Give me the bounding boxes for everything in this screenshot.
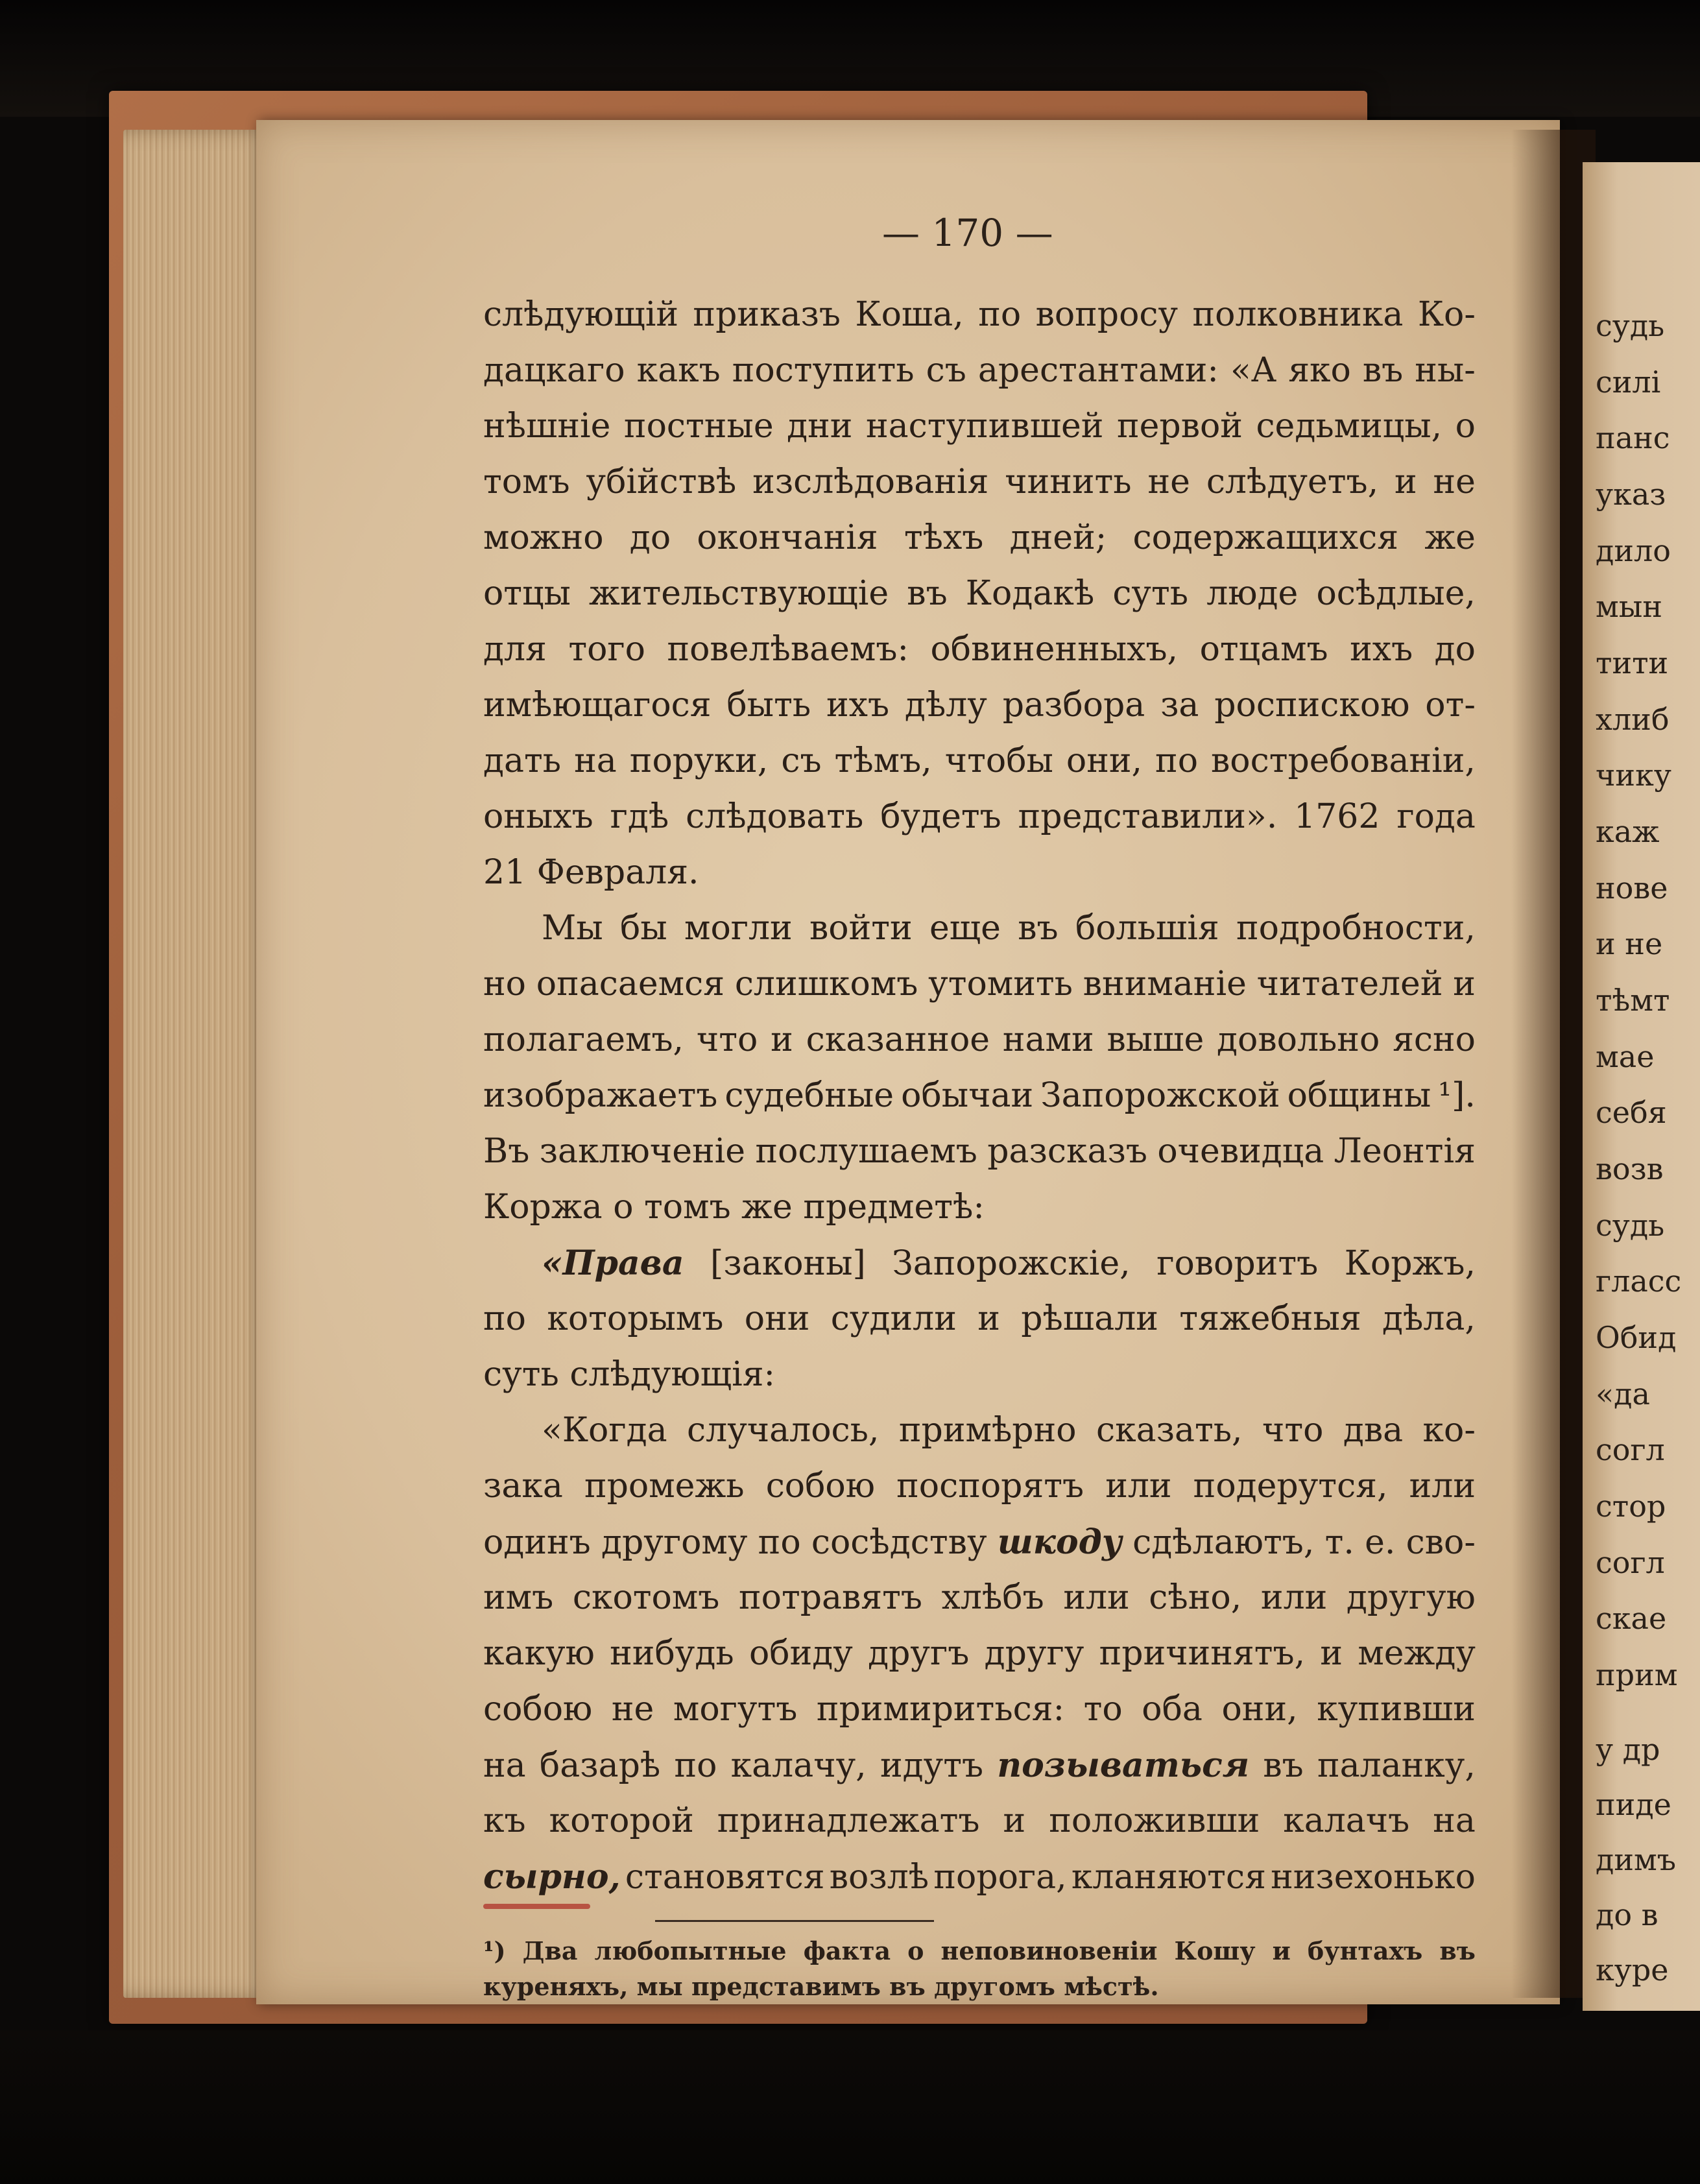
word: [законы] [710, 1244, 866, 1283]
word: другому [601, 1523, 748, 1562]
word: седьмицы, [1256, 407, 1443, 446]
word: шкоду [997, 1522, 1122, 1562]
word: ны- [1415, 351, 1476, 390]
word: слишкомъ [734, 965, 918, 1003]
word: примириться: [816, 1690, 1065, 1729]
word: обвиненныхъ, [930, 630, 1179, 669]
word: до [1434, 630, 1476, 669]
word: низехонько [1271, 1858, 1476, 1897]
text-line [542, 1411, 1476, 1464]
word: ко- [1422, 1411, 1476, 1450]
right-page-line: стор [1596, 1489, 1666, 1524]
text-line [483, 741, 1476, 795]
word: другую [1346, 1578, 1476, 1617]
right-page-line: тѣмт [1596, 983, 1670, 1018]
word: съ [926, 351, 966, 390]
word: по [674, 1746, 717, 1785]
word: на [574, 741, 617, 780]
word: заключеніе [539, 1132, 746, 1171]
text-line [483, 1522, 1476, 1576]
word: то [1083, 1690, 1123, 1729]
word: положивши [1049, 1801, 1260, 1840]
word: жительствующіе [589, 574, 889, 613]
word: ¹) [483, 1936, 506, 1965]
word: «Права [542, 1243, 684, 1283]
word: чтобы [944, 741, 1053, 780]
word: Запорожскіе, [892, 1244, 1131, 1283]
text-line: суть слѣдующія: [483, 1355, 776, 1394]
word: ясно [1393, 1020, 1476, 1059]
word: дѣла, [1382, 1299, 1476, 1338]
text-line [483, 1467, 1476, 1520]
word: читателей [1256, 965, 1443, 1003]
text-line [542, 909, 1476, 962]
word: промежь [584, 1467, 745, 1506]
word: другу [984, 1634, 1084, 1673]
word: и [1394, 462, 1417, 501]
word: они, [1221, 1690, 1298, 1729]
word: позываться [997, 1746, 1250, 1785]
word: и [1320, 1634, 1343, 1673]
text-line [483, 630, 1476, 683]
word: поспорятъ [896, 1467, 1084, 1506]
word: два [1343, 1411, 1404, 1450]
word: же [1424, 518, 1476, 557]
word: имъ [483, 1578, 554, 1617]
word: на [483, 1746, 526, 1785]
word: будетъ [880, 797, 1001, 836]
word: изображаетъ [483, 1076, 718, 1115]
word: «А [1230, 351, 1277, 390]
text-line [483, 1857, 1476, 1910]
word: выше [1107, 1020, 1204, 1059]
word: люде [1206, 574, 1299, 613]
word: осѣдлые, [1316, 574, 1476, 613]
word: причинятъ, [1099, 1634, 1306, 1673]
word: слѣдующій [483, 295, 679, 334]
word: что [696, 1020, 758, 1059]
word: о [1455, 407, 1476, 446]
word: Въ [483, 1132, 530, 1171]
text-line [483, 462, 1476, 516]
right-page [1583, 162, 1700, 2011]
word: тяжебныя [1179, 1299, 1361, 1338]
right-page-line: согл [1596, 1545, 1665, 1580]
word: въ [1439, 1936, 1476, 1965]
right-page-line: силі [1596, 365, 1661, 400]
right-page-line: мае [1596, 1039, 1655, 1074]
text-line [542, 1243, 1476, 1297]
word: не [1433, 462, 1476, 501]
word: чинить [1005, 462, 1132, 501]
word: въ [907, 574, 948, 613]
word: ихъ [826, 686, 890, 725]
word: по [1155, 741, 1199, 780]
page-number: — 170 — [882, 211, 1053, 255]
word: Мы [542, 909, 603, 948]
right-page-line: каж [1596, 814, 1660, 849]
right-page-line: панс [1596, 420, 1670, 455]
right-page-line: у др [1596, 1732, 1660, 1767]
word: довольно [1217, 1020, 1380, 1059]
word: Коша, [855, 295, 964, 334]
word: или [1260, 1578, 1328, 1617]
text-line [483, 407, 1476, 460]
word: разсказъ [987, 1132, 1147, 1171]
word: дацкаго [483, 351, 625, 390]
word: Ко- [1417, 295, 1476, 334]
word: общины [1287, 1076, 1431, 1115]
word: постные [623, 407, 774, 446]
word: которой [549, 1801, 694, 1840]
word: въ [1018, 909, 1059, 948]
text-line [483, 1020, 1476, 1074]
word: утомить [928, 965, 1073, 1003]
right-page-line: тити [1596, 645, 1669, 680]
text-line [483, 1801, 1476, 1854]
word: но [483, 965, 526, 1003]
word: нибудь [610, 1634, 734, 1673]
word: Леонтія [1334, 1132, 1476, 1171]
word: убійствѣ [586, 462, 737, 501]
text-line [483, 1076, 1476, 1129]
text-line [483, 1746, 1476, 1799]
word: и [1272, 1936, 1291, 1965]
text-line [483, 1299, 1476, 1352]
word: подерутся, [1193, 1467, 1388, 1506]
word: нами [1002, 1020, 1094, 1059]
word: суть [1112, 574, 1189, 613]
word: скотомъ [572, 1578, 720, 1617]
word: собою [765, 1467, 876, 1506]
word: на [1433, 1801, 1476, 1840]
word: паланку, [1317, 1746, 1476, 1785]
footnote-line: куреняхъ, мы представимъ въ другомъ мѣстѣ. [483, 1972, 1159, 2001]
word: большія [1075, 909, 1219, 948]
word: хлѣбъ [941, 1578, 1044, 1617]
word: становятся [625, 1858, 825, 1897]
red-pencil-underline [483, 1904, 590, 1909]
word: обиду [748, 1634, 853, 1673]
word: и [1453, 965, 1476, 1003]
word: другъ [868, 1634, 970, 1673]
word: оныхъ [483, 797, 593, 836]
right-page-line: чику [1596, 758, 1671, 793]
word: для [483, 630, 547, 669]
word: по [978, 295, 1022, 334]
word: отцы [483, 574, 571, 613]
word: Два [522, 1936, 578, 1965]
text-line [483, 1132, 1476, 1185]
word: изслѣдованія [752, 462, 989, 501]
word: любопытные [594, 1936, 787, 1965]
word: бунтахъ [1307, 1936, 1423, 1965]
word: которымъ [547, 1299, 724, 1338]
word: дать [483, 741, 562, 780]
word: полагаемъ, [483, 1020, 684, 1059]
word: до [629, 518, 671, 557]
word: собою [483, 1690, 593, 1729]
text-line [483, 1578, 1476, 1631]
word: и [771, 1020, 793, 1059]
word: «Когда [542, 1411, 667, 1450]
right-page-line: согл [1596, 1432, 1665, 1467]
word: рѣшали [1021, 1299, 1158, 1338]
word: содержащихся [1132, 518, 1399, 557]
right-page-line: пиде [1596, 1787, 1671, 1822]
word: Запорожской [1040, 1076, 1280, 1115]
word: вопросу [1035, 295, 1179, 334]
word: оба [1142, 1690, 1203, 1729]
text-line [483, 351, 1476, 404]
word: судили [830, 1299, 957, 1338]
word: послушаемъ [755, 1132, 977, 1171]
word: роспискою [1214, 686, 1410, 725]
word: тѣхъ [904, 518, 984, 557]
word: томъ [483, 462, 570, 501]
text-line: 21 Февраля. [483, 853, 699, 892]
word: ихъ [1350, 630, 1413, 669]
word: от- [1425, 686, 1476, 725]
word: какую [483, 1634, 595, 1673]
word: судебные [724, 1076, 894, 1115]
right-page-line: возв [1596, 1151, 1664, 1186]
word: бы [619, 909, 667, 948]
word: разбора [1002, 686, 1145, 725]
word: приказъ [693, 295, 841, 334]
word: гдѣ [610, 797, 669, 836]
word: по [758, 1523, 801, 1562]
word: поступить [732, 351, 915, 390]
page-edges [123, 130, 279, 1998]
word: говоритъ [1156, 1244, 1319, 1283]
word: потравятъ [739, 1578, 922, 1617]
word: ¹]. [1438, 1076, 1476, 1115]
word: случалось, [687, 1411, 880, 1450]
word: примѣрно [898, 1411, 1077, 1450]
word: Кодакѣ [965, 574, 1095, 613]
word: сырно, [483, 1857, 621, 1897]
word: въ [1362, 351, 1404, 390]
word: съ [781, 741, 822, 780]
right-page-line: Обид [1596, 1320, 1677, 1355]
word: кланяются [1071, 1858, 1266, 1897]
word: купивши [1317, 1690, 1476, 1729]
word: сдѣлаютъ, [1132, 1523, 1315, 1562]
word: что [1262, 1411, 1324, 1450]
word: слѣдовать [686, 797, 864, 836]
word: или [1409, 1467, 1476, 1506]
right-page-line: хлиб [1596, 702, 1670, 737]
word: е. [1365, 1523, 1396, 1562]
word: они [744, 1299, 810, 1338]
word: опасаемся [536, 965, 725, 1003]
word: за [1160, 686, 1199, 725]
right-page-line: куре [1596, 1952, 1669, 1987]
word: по [483, 1299, 526, 1338]
word: факта [803, 1936, 891, 1965]
word: въ [1263, 1746, 1304, 1785]
right-page-line: судь [1596, 1208, 1665, 1243]
right-page-line: дило [1596, 533, 1671, 568]
word: одинъ [483, 1523, 591, 1562]
word: не [611, 1690, 654, 1729]
word: принадлежатъ [717, 1801, 980, 1840]
right-page-line: нове [1596, 870, 1668, 906]
text-line [483, 574, 1476, 627]
word: обычаи [901, 1076, 1034, 1115]
text-line [483, 295, 1476, 348]
word: порога, [933, 1858, 1067, 1897]
word: полковника [1192, 295, 1404, 334]
right-page-line: мын [1596, 589, 1663, 624]
word: очевидца [1157, 1132, 1324, 1171]
word: быть [726, 686, 811, 725]
text-line [483, 686, 1476, 739]
word: возлѣ [829, 1858, 929, 1897]
word: войти [809, 909, 913, 948]
word: и [1003, 1801, 1026, 1840]
right-page-line: судь [1596, 308, 1665, 343]
right-page-line: димъ [1596, 1842, 1677, 1877]
word: между [1358, 1634, 1476, 1673]
word: еще [929, 909, 1001, 948]
word: сво- [1406, 1523, 1476, 1562]
word: поруки, [629, 741, 769, 780]
word: къ [483, 1801, 526, 1840]
text-line [483, 518, 1476, 571]
word: зака [483, 1467, 563, 1506]
word: неповиновеніи [940, 1936, 1158, 1965]
text-line [483, 965, 1476, 1018]
word: нѣшніе [483, 407, 611, 446]
word: или [1105, 1467, 1172, 1506]
word: первой [1116, 407, 1243, 446]
word: можно [483, 518, 604, 557]
word: подробности, [1236, 909, 1476, 948]
word: вниманіе [1083, 965, 1247, 1003]
word: Кошу [1174, 1936, 1256, 1965]
word: наступившей [865, 407, 1104, 446]
word: яко [1288, 351, 1351, 390]
word: отцамъ [1199, 630, 1328, 669]
right-page-line: прим [1596, 1657, 1678, 1692]
word: слѣдуетъ, [1206, 462, 1379, 501]
text-line: Коржа о томъ же предметѣ: [483, 1188, 985, 1227]
word: дѣлу [904, 686, 987, 725]
word: сѣно, [1149, 1578, 1242, 1617]
word: базарѣ [539, 1746, 661, 1785]
word: сказанное [806, 1020, 990, 1059]
text-line [483, 1634, 1476, 1687]
word: сказать, [1095, 1411, 1243, 1450]
text-line [483, 797, 1476, 850]
word: дней; [1009, 518, 1107, 557]
footnote-line [483, 1936, 1476, 1965]
word: могутъ [673, 1690, 798, 1729]
right-page-line: скае [1596, 1601, 1667, 1636]
word: т. [1324, 1523, 1354, 1562]
word: арестантами: [977, 351, 1219, 390]
word: калачъ [1283, 1801, 1410, 1840]
right-page-line: гласс [1596, 1264, 1682, 1299]
right-page-line: указ [1596, 477, 1666, 512]
word: какъ [636, 351, 721, 390]
footnote-rule [655, 1920, 934, 1922]
word: востребованіи, [1211, 741, 1476, 780]
word: года [1396, 797, 1476, 836]
word: имѣющагося [483, 686, 712, 725]
word: они, [1066, 741, 1143, 780]
text-line [483, 1690, 1476, 1743]
word: окончанія [697, 518, 878, 557]
word: 1762 [1294, 797, 1380, 836]
word: дни [787, 407, 853, 446]
background-bottom [0, 2030, 1700, 2184]
word: того [568, 630, 645, 669]
word: могли [684, 909, 793, 948]
right-page-line: себя [1596, 1095, 1667, 1130]
word: или [1063, 1578, 1130, 1617]
right-page-line: и не [1596, 926, 1663, 961]
right-page-line: до в [1596, 1897, 1658, 1932]
word: Коржъ, [1344, 1244, 1476, 1283]
word: повелѣваемъ: [667, 630, 909, 669]
word: представили». [1018, 797, 1278, 836]
right-page-line: «да [1596, 1376, 1650, 1411]
word: сосѣдству [811, 1523, 987, 1562]
word: о [907, 1936, 924, 1965]
word: и [977, 1299, 1000, 1338]
word: не [1147, 462, 1190, 501]
word: калачу, [730, 1746, 867, 1785]
word: тѣмъ, [834, 741, 932, 780]
word: идутъ [880, 1746, 984, 1785]
